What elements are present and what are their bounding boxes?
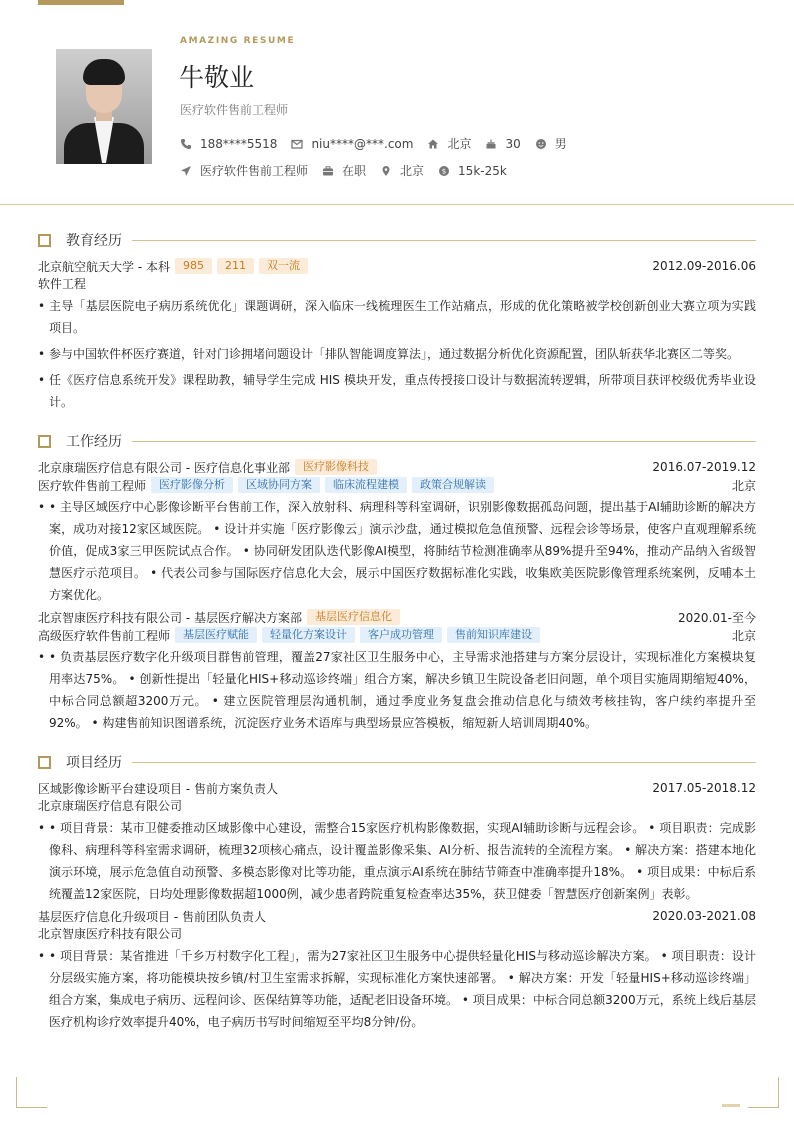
briefcase-icon [322, 165, 334, 177]
work-city: 北京 [731, 628, 756, 643]
job-intent-info [180, 162, 521, 179]
project-entry [38, 779, 756, 905]
phone-icon [180, 138, 192, 150]
money-icon [438, 165, 450, 177]
svg-text:$: $ [441, 167, 447, 176]
list-item: • 主导「基层医院电子病历系统优化」课题调研，深入临床一线梳理医生工作站痛点，形成的优化策略被学校创新创业大赛立项为实践项目。 [38, 295, 756, 339]
intent-city-text: 北京 [400, 164, 425, 178]
education-bullets [38, 295, 756, 413]
candidate-job-title: 医疗软件售前工程师 [180, 103, 289, 117]
intent-salary [438, 164, 507, 178]
mail-icon [291, 138, 303, 150]
list-item: • 参与中国软件杯医疗赛道，针对门诊拥堵问题设计「排队智能调度算法」，通过数据分析优化资源配置，团队斩获华北赛区二等奖。 [38, 343, 756, 365]
age-text: 30 [505, 136, 521, 151]
role-tag: 区域协同方案 [238, 477, 320, 493]
role-tag: 医疗影像分析 [151, 477, 233, 493]
company-name: 北京康瑞医疗信息有限公司 - 医疗信息化事业部 [38, 460, 290, 475]
list-item: • • 项目背景：某市卫健委推动区域影像中心建设，需整合15家医疗机构影像数据，实现AI辅助诊断与远程会诊。 • 项目职责：完成影像科、病理科等科室需求调研，梳理32项核心痛点，设计覆盖影像采集、AI分析、报告流转的全流程方案。 • 解决方案：搭建本地化演示环境，展示危急值自动预警、多模态影像对比等功能，重点演示AI系统在肺结节筛查中准确率提升18%。 • 项目成果：中标后系统覆盖12家医院，日均处理影像数据超1000例，减少患者跨院重复检查率达35%，获卫健委「智慧医疗创新案例」表彰。 [38, 817, 756, 905]
project-description [38, 945, 756, 1033]
send-icon [180, 165, 192, 177]
contact-email [291, 137, 413, 151]
section-square-icon [38, 756, 51, 769]
project-org: 北京智康医疗科技有限公司 [38, 927, 183, 941]
work-entry [38, 608, 756, 734]
project-title: 基层医疗信息化升级项目 - 售前团队负责人 [38, 909, 266, 924]
resume-tagline: AMAZING RESUME [180, 36, 296, 46]
work-description [38, 496, 756, 606]
location-icon [380, 165, 392, 177]
gender-icon [535, 138, 547, 150]
company-tag: 基层医疗信息化 [307, 609, 400, 625]
work-city: 北京 [731, 478, 756, 493]
section-square-icon [38, 234, 51, 247]
list-item: • 任《医疗信息系统开发》课程助教，辅导学生完成 HIS 模块开发，重点传授接口设计与数据流转逻辑，所带项目获评校级优秀毕业设计。 [38, 369, 756, 413]
education-entry [38, 257, 756, 417]
project-description [38, 817, 756, 905]
company-name: 北京智康医疗科技有限公司 - 基层医疗解决方案部 [38, 610, 302, 625]
contact-age [485, 137, 520, 151]
company-tag: 医疗影像科技 [295, 459, 377, 475]
projects-section-title: 项目经历 [38, 752, 756, 772]
list-item: • • 项目背景：某省推进「千乡万村数字化工程」，需为27家社区卫生服务中心提供轻量化HIS与移动巡诊解决方案。 • 项目职责：设计分层级实施方案，将功能模块按乡镇/村卫生室需求拆解，实现标准化方案快速部署。 • 解决方案：开发「轻量HIS+移动巡诊终端」组合方案，集成电子病历、远程问诊、医保结算等功能，适配老旧设备环境。 • 项目成果：中标合同总额3200万元，系统上线后基层医疗机构诊疗效率提升40%，电子病历书写时间缩短至平均8分钟/份。 [38, 945, 756, 1033]
contact-info [180, 135, 581, 152]
school-name: 北京航空航天大学 - 本科 [38, 259, 170, 274]
intent-status [322, 162, 366, 179]
project-entry [38, 907, 756, 1033]
list-item: • • 主导区域医疗中心影像诊断平台售前工作，深入放射科、病理科等科室调研，识别影像数据孤岛问题，提出基于AI辅助诊断的解决方案，成功对接12家区域医院。 • 设计并实施「医疗影像云」演示沙盘，通过模拟危急值预警、远程会诊等场景，使客户直观理解系统价值，促成3家三甲医院试点合作。 • 协同研发团队迭代影像AI模型，将肺结节检测准确率从89%提升至94%，推动产品纳入省级智慧医疗示范项目。 • 代表公司参与国际医疗信息化大会，展示中国医疗数据标准化实践，收集欧美医院影像管理系统案例，反哺本土方案优化。 [38, 496, 756, 606]
profile-photo [56, 49, 152, 164]
education-section-title: 教育经历 [38, 230, 756, 250]
phone-text: 188****5518 [200, 136, 278, 151]
education-date: 2012.09-2016.06 [652, 259, 756, 273]
role-tag: 政策合规解读 [412, 477, 494, 493]
work-section-title: 工作经历 [38, 431, 756, 451]
contact-gender [535, 135, 567, 152]
project-title: 区域影像诊断平台建设项目 - 售前方案负责人 [38, 781, 278, 796]
role-tag: 临床流程建模 [325, 477, 407, 493]
work-role: 高级医疗软件售前工程师 [38, 628, 171, 643]
top-accent-bar [38, 0, 124, 5]
intent-position-text: 医疗软件售前工程师 [200, 164, 309, 178]
education-major: 软件工程 [38, 277, 87, 291]
work-description [38, 646, 756, 734]
work-role: 医疗软件售前工程师 [38, 478, 147, 493]
intent-position [180, 162, 308, 179]
intent-salary-text: 15k-25k [458, 163, 507, 178]
intent-status-text: 在职 [342, 164, 367, 178]
intent-city [380, 162, 424, 179]
project-org: 北京康瑞医疗信息有限公司 [38, 799, 183, 813]
work-date: 2016.07-2019.12 [652, 460, 756, 474]
page-indicator [722, 1104, 740, 1107]
school-tag: 211 [217, 258, 254, 274]
role-tag: 轻量化方案设计 [262, 627, 355, 643]
contact-city [427, 135, 471, 152]
work-date: 2020.01-至今 [678, 610, 756, 625]
role-tag: 客户成功管理 [360, 627, 442, 643]
role-tag: 售前知识库建设 [447, 627, 540, 643]
cake-icon [485, 138, 497, 150]
header-divider [0, 204, 794, 205]
home-icon [427, 138, 439, 150]
corner-decoration [748, 1077, 779, 1108]
contact-phone [180, 137, 277, 151]
section-square-icon [38, 435, 51, 448]
list-item: • • 负责基层医疗数字化升级项目群售前管理，覆盖27家社区卫生服务中心，主导需求池搭建与方案分层设计，实现标准化方案模块复用率达75%。 • 创新性提出「轻量化HIS+移动巡诊终端」组合方案，解决乡镇卫生院设备老旧问题，单个项目实施周期缩短40%，中标合同总额超3200万元。 • 建立医院管理层沟通机制，通过季度业务复盘会推动信息化与绩效考核挂钩，客户续约率提升至92%。 • 构建售前知识图谱系统，沉淀医疗业务术语库与典型场景应答模板，缩短新人培训周期40%。 [38, 646, 756, 734]
school-tag: 985 [175, 258, 212, 274]
project-date: 2017.05-2018.12 [652, 781, 756, 795]
work-entry [38, 458, 756, 606]
project-date: 2020.03-2021.08 [652, 909, 756, 923]
role-tag: 基层医疗赋能 [175, 627, 257, 643]
candidate-name: 牛敬业 [179, 63, 255, 92]
city-text: 北京 [447, 137, 472, 151]
school-tag: 双一流 [259, 258, 308, 274]
corner-decoration [16, 1077, 47, 1108]
email-text: niu****@***.com [311, 136, 414, 151]
gender-text: 男 [554, 137, 567, 151]
